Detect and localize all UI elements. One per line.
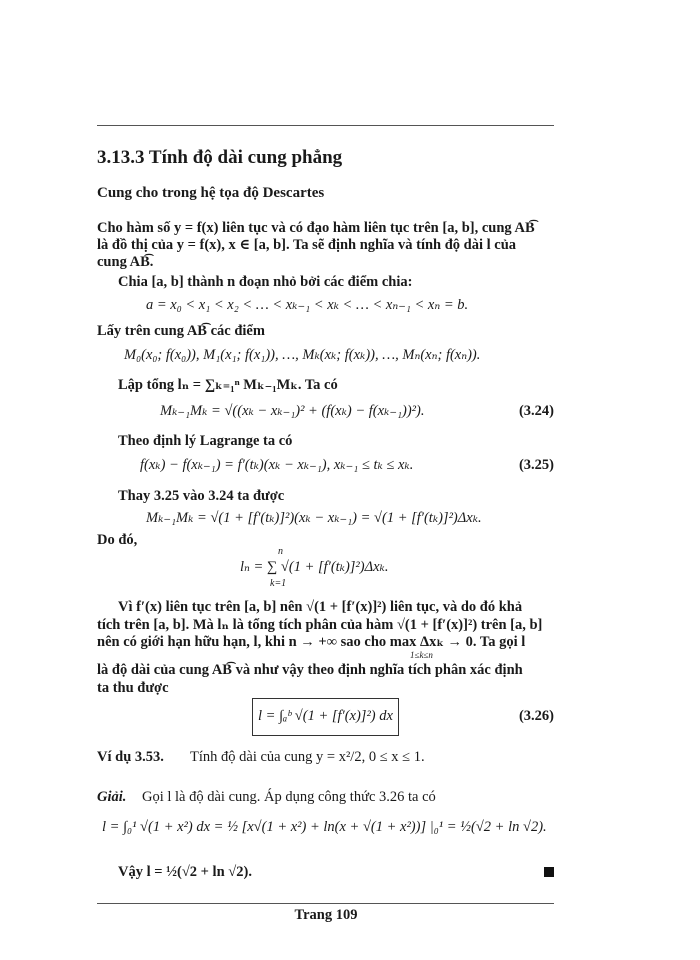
subsection-title: Cung cho trong hệ tọa độ Descartes <box>97 185 325 201</box>
paragraph-line: Thay 3.25 vào 3.24 ta được <box>118 488 285 504</box>
example-label: Ví dụ 3.53. <box>97 749 164 765</box>
equation-label: (3.24) <box>518 403 554 419</box>
solution-label: Giải. <box>97 789 127 805</box>
formula: a = x₀ < x₁ < x₂ < … < xₖ₋₁ < xₖ < … < xₙ₋₁ < xₙ = b. <box>146 297 469 313</box>
max-subscript: 1≤k≤n <box>410 650 433 660</box>
paragraph-line: Theo định lý Lagrange ta có <box>118 433 293 449</box>
paragraph-line: Chia [a, b] thành n đoạn nhỏ bởi các điểm chia: <box>118 274 413 290</box>
paragraph-line: Lấy trên cung AB͡ các điểm <box>97 323 265 339</box>
footer-rule <box>97 903 554 904</box>
formula-3-25: f(xₖ) − f(xₖ₋₁) = f′(tₖ)(xₖ − xₖ₋₁), xₖ₋₁ ≤ tₖ ≤ xₖ. <box>140 457 414 473</box>
qed-square-icon <box>544 867 554 877</box>
equation-label: (3.25) <box>518 457 554 473</box>
formula: M₀(x₀; f(x₀)), M₁(x₁; f(x₁)), …, Mₖ(xₖ; f(xₖ)), …, Mₙ(xₙ; f(xₙ)). <box>124 347 481 363</box>
paragraph-line: tích trên [a, b]. Mà lₙ là tổng tích phân của hàm √(1 + [f′(x)]²) trên [a, b] <box>97 617 543 633</box>
paragraph-line: cung AB͡. <box>97 254 154 270</box>
header-rule <box>97 125 554 126</box>
example-text: Tính độ dài của cung y = x²/2, 0 ≤ x ≤ 1. <box>190 749 425 765</box>
formula: l = ∫₀¹ √(1 + x²) dx = ½ [x√(1 + x²) + ln(x + √(1 + x²))] |₀¹ = ½(√2 + ln √2). <box>102 819 547 835</box>
formula: lₙ = ∑ √(1 + [f′(tₖ)]²)Δxₖ. <box>240 559 389 575</box>
conclusion: Vậy l = ½(√2 + ln √2). <box>118 864 252 880</box>
formula-3-24: Mₖ₋₁Mₖ = √((xₖ − xₖ₋₁)² + (f(xₖ) − f(xₖ₋₁))²). <box>160 403 425 419</box>
sum-lower-limit: k=1 <box>270 578 287 589</box>
page-number: Trang 109 <box>294 907 358 923</box>
solution-text: Gọi l là độ dài cung. Áp dụng công thức 3.26 ta có <box>142 789 436 805</box>
paragraph-line: Lập tổng lₙ = ∑ₖ₌₁ⁿ Mₖ₋₁Mₖ. Ta có <box>118 377 338 393</box>
paragraph-line: Do đó, <box>97 532 138 548</box>
section-title: 3.13.3 Tính độ dài cung phẳng <box>97 147 343 168</box>
paragraph-line: ta thu được <box>97 680 169 696</box>
formula: Mₖ₋₁Mₖ = √(1 + [f′(tₖ)]²)(xₖ − xₖ₋₁) = √(1 + [f′(tₖ)]²)Δxₖ. <box>146 510 482 526</box>
sum-upper-limit: n <box>278 546 283 557</box>
equation-label: (3.26) <box>518 708 554 724</box>
paragraph-line: nên có giới hạn hữu hạn, l, khi n → +∞ sao cho max Δxₖ → 0. Ta gọi l <box>97 634 526 650</box>
paragraph-line: Vì f′(x) liên tục trên [a, b] nên √(1 + [f′(x)]²) liên tục, và do đó khả <box>118 599 523 615</box>
paragraph-line: là độ dài của cung AB͡ và như vậy theo định nghĩa tích phân xác định <box>97 662 523 678</box>
formula-3-26: l = ∫ₐᵇ √(1 + [f′(x)]²) dx <box>258 708 393 724</box>
paragraph-line: là đồ thị của y = f(x), x ∈ [a, b]. Ta sẽ định nghĩa và tính độ dài l của <box>97 237 517 253</box>
paragraph-line: Cho hàm số y = f(x) liên tục và có đạo hàm liên tục trên [a, b], cung AB͡ <box>97 220 535 236</box>
